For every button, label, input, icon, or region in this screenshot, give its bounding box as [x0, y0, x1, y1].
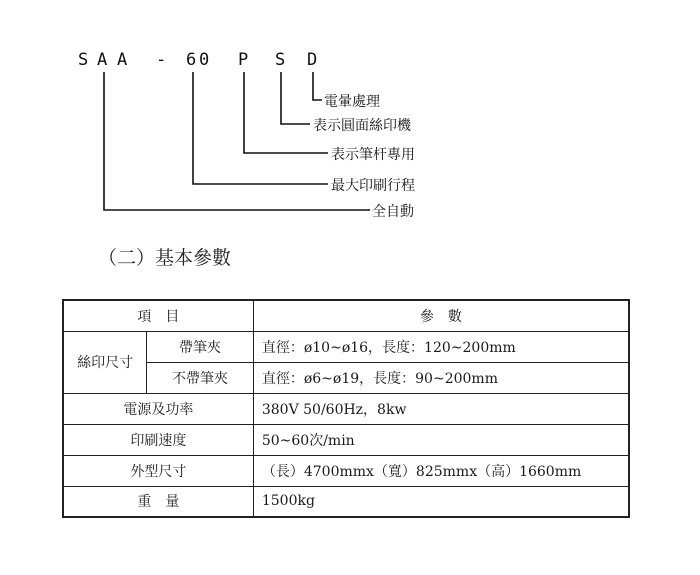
row-label: 電源及功率: [63, 393, 253, 424]
row-value: 直徑：ø6~ø19，長度：90~200mm: [253, 362, 629, 393]
bracket-p: [244, 72, 328, 153]
row-label: 外型尺寸: [63, 455, 253, 486]
row-value: （長）4700mmx（寬）825mmx（高）1660mm: [253, 455, 629, 486]
bracket-size: [193, 72, 328, 184]
table-header-row: [63, 300, 629, 331]
table-row: [63, 424, 629, 455]
row-sub-label: 帶筆夾: [147, 331, 254, 362]
legend-s: 表示圓面絲印機: [313, 118, 411, 134]
header-param: 參 數: [253, 300, 629, 331]
row-value: 1500kg: [253, 486, 629, 517]
section-title: （二）基本參數: [98, 247, 232, 269]
code-char-p: P: [238, 50, 249, 70]
table-row: [63, 486, 629, 517]
legend-saa: 全自動: [372, 204, 414, 220]
code-char-a1: A: [97, 50, 108, 70]
table-row: [63, 455, 629, 486]
table-row: [63, 362, 629, 393]
bracket-d: [313, 72, 322, 100]
row-value: 50~60次/min: [253, 424, 629, 455]
legend-d: 電暈處理: [324, 94, 380, 110]
header-item: 項 目: [63, 300, 253, 331]
row-value: 直徑：ø10~ø16，長度：120~200mm: [253, 331, 629, 362]
bracket-s: [281, 72, 310, 124]
legend-size: 最大印刷行程: [331, 178, 415, 194]
legend-p: 表示筆杆專用: [331, 147, 415, 163]
code-char-s2: S: [275, 50, 286, 70]
row-sub-label: 不帶筆夾: [147, 362, 254, 393]
code-char-dash: -: [156, 50, 167, 70]
code-char-s1: S: [78, 50, 89, 70]
row-label: 重 量: [63, 486, 253, 517]
table-row: [63, 331, 629, 362]
code-char-a2: A: [117, 50, 128, 70]
spec-table: [62, 299, 630, 518]
code-char-6: 6: [186, 50, 197, 70]
group-label: 絲印尺寸: [63, 331, 147, 393]
table-row: [63, 393, 629, 424]
code-char-0: 0: [199, 50, 210, 70]
code-char-d: D: [307, 50, 318, 70]
row-label: 印刷速度: [63, 424, 253, 455]
row-value: 380V 50/60Hz，8kw: [253, 393, 629, 424]
